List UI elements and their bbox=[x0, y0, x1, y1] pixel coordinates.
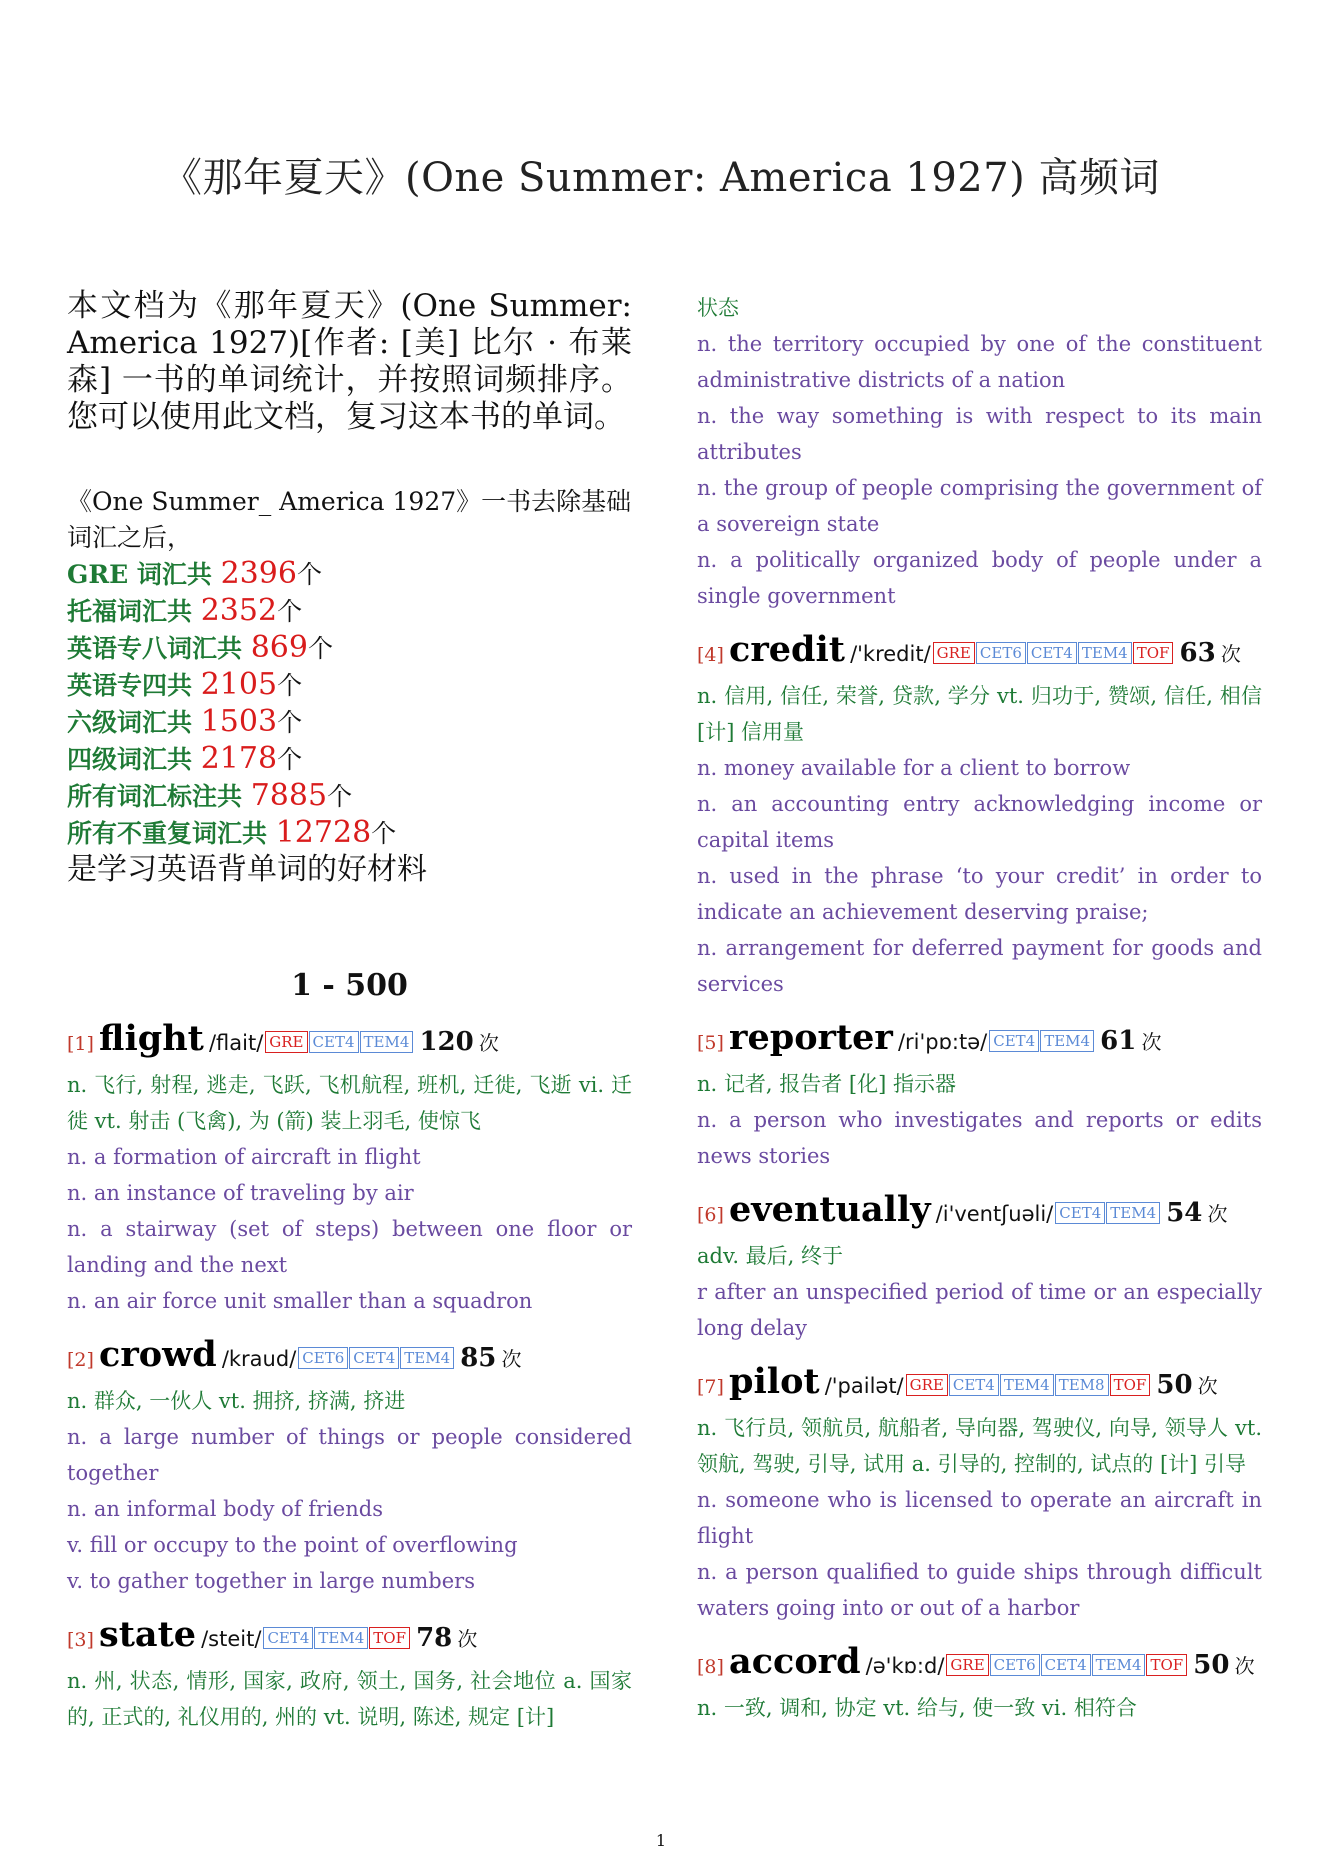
vocabulary-stats bbox=[67, 484, 632, 888]
exam-tag: TOF bbox=[1133, 642, 1174, 664]
exam-tag: CET4 bbox=[309, 1031, 359, 1053]
entry-index: [2] bbox=[67, 1349, 94, 1371]
english-definition: r after an unspecified period of time or an especially long delay bbox=[697, 1280, 1262, 1340]
word-entry-continued bbox=[697, 326, 1262, 614]
english-definition: n. a politically organized body of people under a single government bbox=[697, 548, 1262, 608]
exam-tag: GRE bbox=[933, 642, 975, 664]
stat-count: 2396 bbox=[220, 556, 297, 591]
stat-suffix: 个 bbox=[277, 597, 303, 626]
exam-tag: CET4 bbox=[949, 1374, 999, 1396]
chinese-definition: n. 一致, 调和, 协定 vt. 给与, 使一致 vi. 相符合 bbox=[697, 1696, 1137, 1720]
english-definition: n. an informal body of friends bbox=[67, 1497, 383, 1521]
phonetic: /'kredit/ bbox=[850, 642, 931, 666]
stat-lines bbox=[67, 556, 632, 852]
exam-tag: CET6 bbox=[976, 642, 1026, 664]
word-entry bbox=[697, 1016, 1262, 1174]
frequency-count: 61 bbox=[1100, 1026, 1137, 1056]
word-entry bbox=[697, 1188, 1262, 1346]
chinese-definition: adv. 最后, 终于 bbox=[697, 1244, 844, 1268]
entry-cn-continuation: 状态 bbox=[697, 296, 739, 320]
exam-tag: CET4 bbox=[1055, 1202, 1105, 1224]
phonetic: /steit/ bbox=[201, 1627, 262, 1651]
exam-tag: TEM4 bbox=[360, 1031, 414, 1053]
phonetic: /i'ventʃuəli/ bbox=[935, 1202, 1054, 1226]
exam-tag: CET4 bbox=[1041, 1654, 1091, 1676]
stat-line bbox=[67, 667, 632, 704]
frequency-count: 120 bbox=[419, 1027, 474, 1057]
stat-label: 四级词汇共 bbox=[67, 745, 201, 774]
phonetic: /kraud/ bbox=[221, 1347, 297, 1371]
stat-line bbox=[67, 556, 632, 593]
phonetic: /'pailət/ bbox=[824, 1374, 904, 1398]
stat-count: 2105 bbox=[200, 667, 278, 702]
entry-index: [7] bbox=[697, 1376, 724, 1398]
headword: flight bbox=[99, 1018, 204, 1059]
word-entry bbox=[67, 1613, 632, 1735]
phonetic: /ə'kɒ:d/ bbox=[865, 1654, 945, 1678]
entry-index: [1] bbox=[67, 1033, 94, 1055]
chinese-definition: n. 信用, 信任, 荣誉, 贷款, 学分 vt. 归功于, 赞颂, 信任, 相信 [计] 信用量 bbox=[697, 684, 1262, 744]
headword: reporter bbox=[729, 1017, 893, 1058]
english-definition: n. an instance of traveling by air bbox=[67, 1181, 414, 1205]
exam-tag: CET4 bbox=[1027, 642, 1077, 664]
entry-head bbox=[697, 1360, 1262, 1410]
chinese-definition: n. 群众, 一伙人 vt. 拥挤, 挤满, 挤进 bbox=[67, 1389, 406, 1413]
times-label: 次 bbox=[478, 1031, 499, 1055]
stats-closing: 是学习英语背单词的好材料 bbox=[67, 852, 427, 887]
english-definition: n. a large number of things or people considered together bbox=[67, 1425, 632, 1485]
entry-head bbox=[697, 628, 1262, 678]
page-title: 《那年夏天》(One Summer: America 1927) 高频词 bbox=[161, 155, 1161, 201]
times-label: 次 bbox=[1141, 1030, 1162, 1054]
stat-label: 六级词汇共 bbox=[67, 708, 201, 737]
exam-tag: CET4 bbox=[349, 1347, 399, 1369]
frequency-count: 85 bbox=[460, 1343, 497, 1373]
stat-label: 所有词汇标注共 bbox=[67, 782, 251, 811]
chinese-definition: n. 记者, 报告者 [化] 指示器 bbox=[697, 1072, 956, 1096]
english-definition: n. an air force unit smaller than a squadron bbox=[67, 1289, 533, 1313]
times-label: 次 bbox=[1234, 1654, 1255, 1678]
word-entry bbox=[697, 1360, 1262, 1626]
entries-right bbox=[697, 326, 1262, 1726]
exam-tag: TOF bbox=[369, 1627, 410, 1649]
chinese-definition: n. 州, 状态, 情形, 国家, 政府, 领土, 国务, 社会地位 a. 国家的, 正式的, 礼仪用的, 州的 vt. 说明, 陈述, 规定 [计] bbox=[67, 1669, 632, 1729]
headword: state bbox=[99, 1614, 197, 1655]
frequency-count: 50 bbox=[1156, 1370, 1193, 1400]
exam-tag: CET4 bbox=[263, 1627, 313, 1649]
english-definition: n. someone who is licensed to operate an aircraft in flight bbox=[697, 1488, 1262, 1548]
exam-tag: TEM4 bbox=[1078, 642, 1132, 664]
word-entry bbox=[67, 1333, 632, 1599]
stat-suffix: 个 bbox=[277, 745, 303, 774]
times-label: 次 bbox=[501, 1347, 522, 1371]
chinese-definition: n. 飞行, 射程, 逃走, 飞跃, 飞机航程, 班机, 迁徙, 飞逝 vi. 迁徙 vt. 射击 (飞禽), 为 (箭) 装上羽毛, 使惊飞 bbox=[67, 1073, 632, 1133]
frequency-count: 63 bbox=[1179, 638, 1216, 668]
word-entry bbox=[697, 628, 1262, 1002]
entry-head bbox=[697, 1188, 1262, 1238]
stat-label: GRE 词汇共 bbox=[67, 560, 221, 589]
exam-tag: TEM4 bbox=[1106, 1202, 1160, 1224]
exam-tag: GRE bbox=[906, 1374, 948, 1396]
english-definition: n. the group of people comprising the government of a sovereign state bbox=[697, 476, 1262, 536]
right-column bbox=[697, 290, 1262, 1740]
entry-index: [8] bbox=[697, 1656, 724, 1678]
stat-line bbox=[67, 815, 632, 852]
stat-suffix: 个 bbox=[296, 560, 322, 589]
english-definition: n. a person who investigates and reports or edits news stories bbox=[697, 1108, 1262, 1168]
stat-suffix: 个 bbox=[307, 634, 333, 663]
stat-line bbox=[67, 630, 632, 667]
stat-count: 1503 bbox=[200, 704, 278, 739]
stat-label: 英语专四共 bbox=[67, 671, 201, 700]
stat-suffix: 个 bbox=[277, 708, 303, 737]
frequency-count: 78 bbox=[416, 1623, 453, 1653]
entry-index: [5] bbox=[697, 1032, 724, 1054]
stat-line bbox=[67, 593, 632, 630]
times-label: 次 bbox=[1207, 1202, 1228, 1226]
stat-count: 2352 bbox=[200, 593, 278, 628]
headword: crowd bbox=[99, 1334, 217, 1375]
headword: accord bbox=[729, 1641, 861, 1682]
entry-head bbox=[697, 1640, 1262, 1690]
exam-tag: TEM4 bbox=[314, 1627, 368, 1649]
entry-index: [6] bbox=[697, 1204, 724, 1226]
chinese-definition: n. 飞行员, 领航员, 航船者, 导向器, 驾驶仪, 向导, 领导人 vt. 领航, 驾驶, 引导, 试用 a. 引导的, 控制的, 试点的 [计] 引导 bbox=[697, 1416, 1262, 1476]
stat-line bbox=[67, 704, 632, 741]
stat-label: 所有不重复词汇共 bbox=[67, 819, 276, 848]
entry-head bbox=[67, 1017, 632, 1067]
headword: credit bbox=[729, 629, 845, 670]
headword: eventually bbox=[729, 1189, 931, 1230]
stat-label: 托福词汇共 bbox=[67, 597, 201, 626]
stat-count: 7885 bbox=[250, 778, 328, 813]
range-heading: 1 - 500 bbox=[291, 968, 408, 1003]
english-definition: n. a person qualified to guide ships through difficult waters going into or out of a harbor bbox=[697, 1560, 1262, 1620]
phonetic: /flait/ bbox=[208, 1031, 264, 1055]
exam-tag: TEM4 bbox=[1092, 1654, 1146, 1676]
stat-count: 12728 bbox=[275, 815, 372, 850]
stat-line bbox=[67, 778, 632, 815]
left-column bbox=[67, 288, 632, 1749]
stat-line bbox=[67, 741, 632, 778]
english-definition: v. fill or occupy to the point of overflowing bbox=[67, 1533, 518, 1557]
word-entry bbox=[67, 1017, 632, 1319]
exam-tag: TOF bbox=[1146, 1654, 1187, 1676]
exam-tag: TOF bbox=[1110, 1374, 1151, 1396]
stat-count: 869 bbox=[250, 630, 308, 665]
exam-tag: TEM4 bbox=[1000, 1374, 1054, 1396]
exam-tag: TEM8 bbox=[1055, 1374, 1109, 1396]
entry-index: [3] bbox=[67, 1629, 94, 1651]
english-definition: n. money available for a client to borrow bbox=[697, 756, 1131, 780]
times-label: 次 bbox=[1197, 1374, 1218, 1398]
stat-suffix: 个 bbox=[327, 782, 353, 811]
english-definition: n. an accounting entry acknowledging income or capital items bbox=[697, 792, 1262, 852]
times-label: 次 bbox=[1220, 642, 1241, 666]
times-label: 次 bbox=[457, 1627, 478, 1651]
exam-tag: CET6 bbox=[298, 1347, 348, 1369]
english-definition: v. to gather together in large numbers bbox=[67, 1569, 475, 1593]
frequency-count: 50 bbox=[1193, 1650, 1230, 1680]
entry-head bbox=[67, 1333, 632, 1383]
stat-suffix: 个 bbox=[371, 819, 397, 848]
stat-count: 2178 bbox=[200, 741, 278, 776]
english-definition: n. a stairway (set of steps) between one floor or landing and the next bbox=[67, 1217, 632, 1277]
entry-head bbox=[697, 1016, 1262, 1066]
word-entry bbox=[697, 1640, 1262, 1726]
exam-tag: CET6 bbox=[990, 1654, 1040, 1676]
exam-tag: TEM4 bbox=[1040, 1030, 1094, 1052]
entry-head bbox=[67, 1613, 632, 1663]
entries-left bbox=[67, 1017, 632, 1735]
exam-tag: GRE bbox=[946, 1654, 988, 1676]
english-definition: n. arrangement for deferred payment for goods and services bbox=[697, 936, 1262, 996]
exam-tag: CET4 bbox=[989, 1030, 1039, 1052]
intro-paragraph: 本文档为《那年夏天》(One Summer: America 1927)[作者: [美] 比尔 · 布莱森] 一书的单词统计，并按照词频排序。您可以使用此文档，复习这本书的单词。 bbox=[67, 288, 632, 435]
exam-tag: TEM4 bbox=[400, 1347, 454, 1369]
phonetic: /ri'pɒ:tə/ bbox=[897, 1030, 988, 1054]
stats-intro: 《One Summer_ America 1927》一书去除基础词汇之后， bbox=[67, 487, 632, 552]
entry-index: [4] bbox=[697, 644, 724, 666]
english-definition: n. a formation of aircraft in flight bbox=[67, 1145, 421, 1169]
frequency-count: 54 bbox=[1166, 1198, 1203, 1228]
page-number: 1 bbox=[655, 1831, 667, 1850]
english-definition: n. the way something is with respect to its main attributes bbox=[697, 404, 1262, 464]
english-definition: n. the territory occupied by one of the constituent administrative districts of a nation bbox=[697, 332, 1262, 392]
english-definition: n. used in the phrase ‘to your credit’ in order to indicate an achievement deserving praise; bbox=[697, 864, 1262, 924]
exam-tag: GRE bbox=[265, 1031, 307, 1053]
stat-label: 英语专八词汇共 bbox=[67, 634, 251, 663]
headword: pilot bbox=[729, 1361, 820, 1402]
stat-suffix: 个 bbox=[277, 671, 303, 700]
